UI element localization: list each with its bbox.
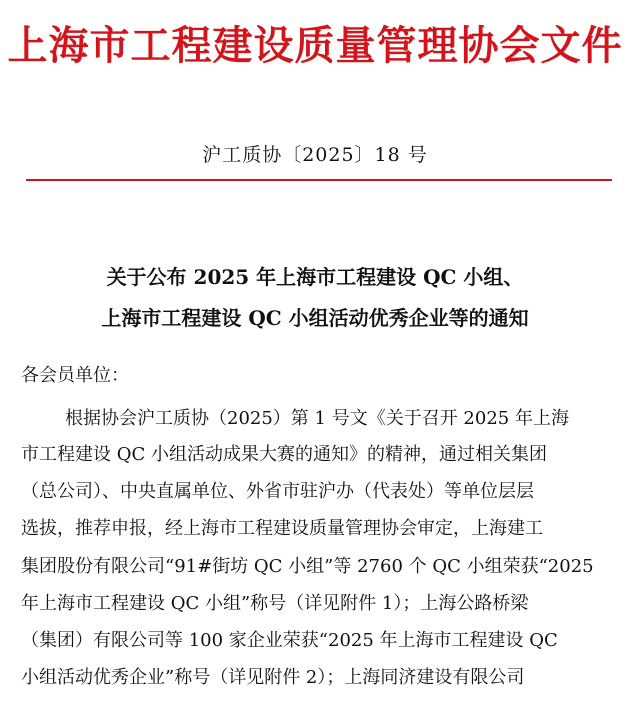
body-line: （集团）有限公司等 100 家企业荣获“2025 年上海市工程建设 QC [21,630,558,651]
document-header [0,0,630,70]
body-line: 根据协会沪工质协（2025）第 1 号文《关于召开 2025 年上海 [65,408,569,429]
org-document-title: 上海市工程建设质量管理协会文件 [7,22,623,69]
document-number: 沪工质协〔2025〕18 号 [202,144,428,166]
body-line: 市工程建设 QC 小组活动成果大赛的通知》的精神，通过相关集团 [21,444,547,465]
body-line: 小组活动优秀企业”称号（详见附件 2）；上海同济建设有限公司 [21,667,525,688]
salutation: 各会员单位： [21,365,129,386]
red-divider [26,179,612,181]
body-line: 年上海市工程建设 QC 小组”称号（详见附件 1）；上海公路桥梁 [21,593,529,614]
body-line: 集团股份有限公司“91#街坊 QC 小组”等 2760 个 QC 小组荣获“2025 [21,556,594,577]
body-line: （总公司）、中央直属单位、外省市驻沪办（代表处）等单位层层 [21,481,534,502]
notice-title-line-1: 关于公布 2025 年上海市工程建设 QC 小组、 [106,265,524,289]
body-line: 选拔，推荐申报，经上海市工程建设质量管理协会审定，上海建工 [21,518,543,539]
notice-title-line-2: 上海市工程建设 QC 小组活动优秀企业等的通知 [101,306,529,330]
